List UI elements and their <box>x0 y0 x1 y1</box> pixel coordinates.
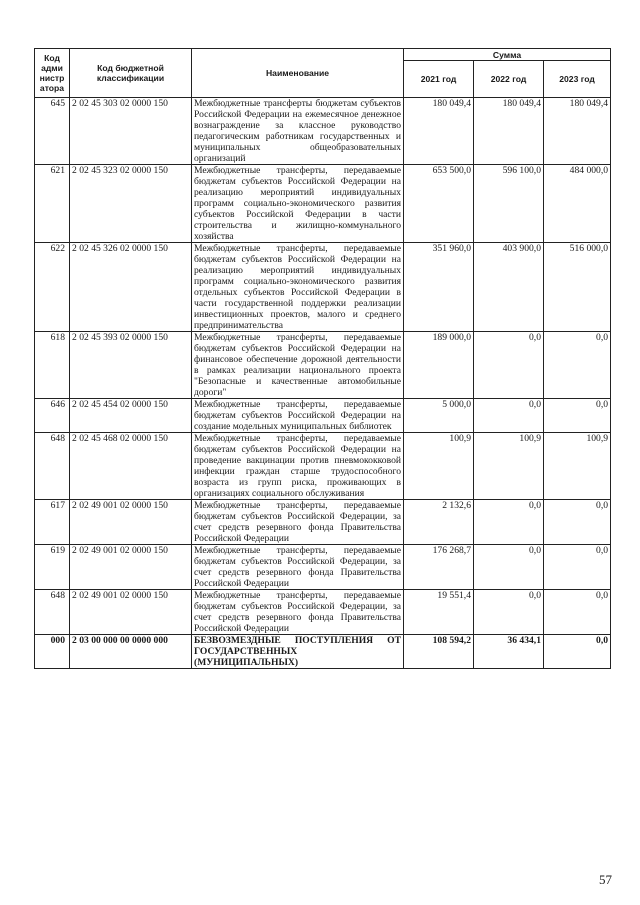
name-cell: Межбюджетные трансферты бюджетам субъектов Российской Федерации на ежемесячное денежное вознаграждение за классное руководство педагогическим работникам государственных и муниципальных общеобразовательных организаций <box>192 98 404 165</box>
name-cell: Межбюджетные трансферты, передаваемые бюджетам субъектов Российской Федерации на проведение вакцинации против пневмококковой инфекции граждан старше трудоспособного возраста из групп риска, проживающих в организациях социального обслуживания <box>192 433 404 500</box>
budget-code-cell: 2 02 45 454 02 0000 150 <box>70 399 192 433</box>
amount-2023-cell: 0,0 <box>544 500 611 545</box>
table-row <box>35 243 611 332</box>
admin-code-cell: 000 <box>35 635 70 669</box>
budget-code-cell: 2 02 49 001 02 0000 150 <box>70 590 192 635</box>
table-row <box>35 433 611 500</box>
name-cell: Межбюджетные трансферты, передаваемые бюджетам субъектов Российской Федерации, за счет средств резервного фонда Правительства Российской Федерации <box>192 500 404 545</box>
amount-2021-cell: 100,9 <box>404 433 474 500</box>
amount-2021-cell: 19 551,4 <box>404 590 474 635</box>
header-year-2021: 2021 год <box>404 61 474 98</box>
header-admin-code: Код адми нистр атора <box>35 49 70 98</box>
admin-code-cell: 618 <box>35 332 70 399</box>
budget-code-cell: 2 02 45 323 02 0000 150 <box>70 165 192 243</box>
name-cell: Межбюджетные трансферты, передаваемые бюджетам субъектов Российской Федерации на реализацию мероприятий индивидуальных программ социально-экономического развития субъектов Российской Федерации в части строительства и жилищно-коммунального хозяйства <box>192 165 404 243</box>
budget-code-cell: 2 02 49 001 02 0000 150 <box>70 500 192 545</box>
header-year-2023: 2023 год <box>544 61 611 98</box>
name-cell: Межбюджетные трансферты, передаваемые бюджетам субъектов Российской Федерации на реализацию мероприятий индивидуальных программ социально-экономического развития отдельных субъектов Российской Федерации в части государственной поддержки реализации инвестиционных проектов, малого и среднего предпринимательства <box>192 243 404 332</box>
amount-2022-cell: 0,0 <box>474 332 544 399</box>
table-row <box>35 545 611 590</box>
admin-code-cell: 646 <box>35 399 70 433</box>
name-cell: Межбюджетные трансферты, передаваемые бюджетам субъектов Российской Федерации на создание модельных муниципальных библиотек <box>192 399 404 433</box>
table-row <box>35 590 611 635</box>
budget-code-cell: 2 02 45 468 02 0000 150 <box>70 433 192 500</box>
admin-code-cell: 617 <box>35 500 70 545</box>
amount-2023-cell: 100,9 <box>544 433 611 500</box>
budget-code-cell: 2 02 45 303 02 0000 150 <box>70 98 192 165</box>
budget-code-cell: 2 02 49 001 02 0000 150 <box>70 545 192 590</box>
budget-code-cell: 2 03 00 000 00 0000 000 <box>70 635 192 669</box>
table-row <box>35 165 611 243</box>
header-name: Наименование <box>192 49 404 98</box>
name-cell: БЕЗВОЗМЕЗДНЫЕ ПОСТУПЛЕНИЯ ОТ ГОСУДАРСТВЕННЫХ (МУНИЦИПАЛЬНЫХ) <box>192 635 404 669</box>
table-row <box>35 635 611 669</box>
amount-2023-cell: 0,0 <box>544 399 611 433</box>
amount-2023-cell: 484 000,0 <box>544 165 611 243</box>
page-number: 57 <box>599 872 612 887</box>
budget-code-cell: 2 02 45 393 02 0000 150 <box>70 332 192 399</box>
header-sum: Сумма <box>404 49 611 61</box>
amount-2023-cell: 516 000,0 <box>544 243 611 332</box>
amount-2022-cell: 0,0 <box>474 399 544 433</box>
amount-2022-cell: 36 434,1 <box>474 635 544 669</box>
admin-code-cell: 648 <box>35 590 70 635</box>
amount-2023-cell: 0,0 <box>544 590 611 635</box>
table-body <box>35 98 611 669</box>
amount-2021-cell: 189 000,0 <box>404 332 474 399</box>
amount-2022-cell: 180 049,4 <box>474 98 544 165</box>
table-row <box>35 332 611 399</box>
amount-2021-cell: 2 132,6 <box>404 500 474 545</box>
table-row <box>35 98 611 165</box>
amount-2022-cell: 100,9 <box>474 433 544 500</box>
amount-2023-cell: 0,0 <box>544 635 611 669</box>
admin-code-cell: 622 <box>35 243 70 332</box>
budget-code-cell: 2 02 45 326 02 0000 150 <box>70 243 192 332</box>
amount-2021-cell: 351 960,0 <box>404 243 474 332</box>
amount-2022-cell: 0,0 <box>474 590 544 635</box>
amount-2021-cell: 5 000,0 <box>404 399 474 433</box>
admin-code-cell: 619 <box>35 545 70 590</box>
amount-2023-cell: 0,0 <box>544 332 611 399</box>
header-budget-code: Код бюджетной классификации <box>70 49 192 98</box>
budget-table <box>34 48 611 669</box>
amount-2021-cell: 176 268,7 <box>404 545 474 590</box>
amount-2023-cell: 180 049,4 <box>544 98 611 165</box>
budget-table-sheet <box>34 48 610 669</box>
table-row <box>35 399 611 433</box>
name-cell: Межбюджетные трансферты, передаваемые бюджетам субъектов Российской Федерации, за счет средств резервного фонда Правительства Российской Федерации <box>192 545 404 590</box>
amount-2023-cell: 0,0 <box>544 545 611 590</box>
amount-2021-cell: 180 049,4 <box>404 98 474 165</box>
amount-2022-cell: 403 900,0 <box>474 243 544 332</box>
table-row <box>35 500 611 545</box>
admin-code-cell: 621 <box>35 165 70 243</box>
amount-2022-cell: 0,0 <box>474 500 544 545</box>
header-year-2022: 2022 год <box>474 61 544 98</box>
amount-2021-cell: 108 594,2 <box>404 635 474 669</box>
amount-2022-cell: 596 100,0 <box>474 165 544 243</box>
admin-code-cell: 645 <box>35 98 70 165</box>
amount-2022-cell: 0,0 <box>474 545 544 590</box>
name-cell: Межбюджетные трансферты, передаваемые бюджетам субъектов Российской Федерации, за счет средств резервного фонда Правительства Российской Федерации <box>192 590 404 635</box>
name-cell: Межбюджетные трансферты, передаваемые бюджетам субъектов Российской Федерации на финансовое обеспечение дорожной деятельности в рамках реализации национального проекта "Безопасные и качественные автомобильные дороги" <box>192 332 404 399</box>
amount-2021-cell: 653 500,0 <box>404 165 474 243</box>
admin-code-cell: 648 <box>35 433 70 500</box>
